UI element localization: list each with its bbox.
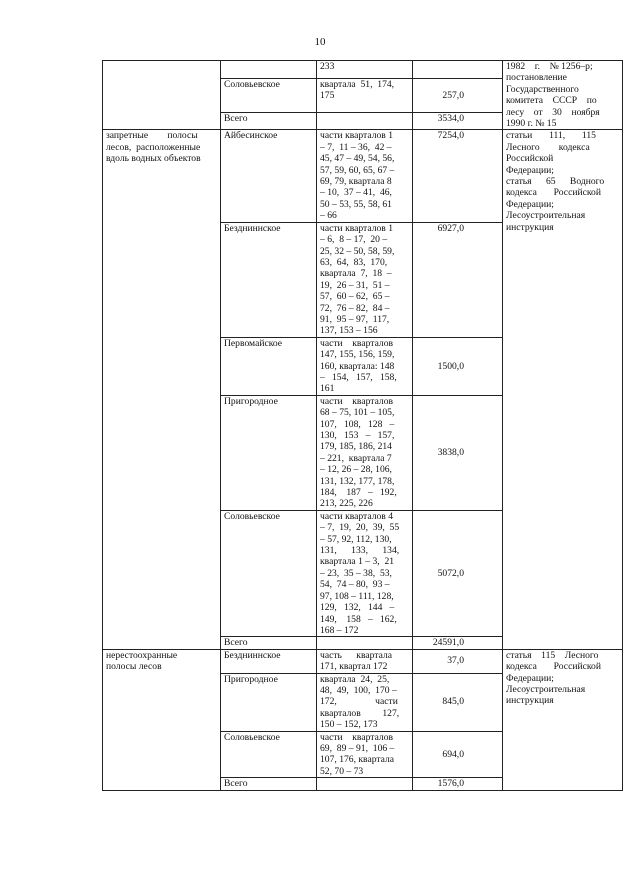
total-area-cell: 1576,0 bbox=[413, 778, 503, 790]
forest-protection-table bbox=[102, 60, 623, 791]
area-cell: 6927,0 bbox=[413, 222, 503, 337]
legal-basis-cell: статьи 111, 115 Лесного кодекса Российской Федерации; статья 65 Водного кодекса Российской Федерации; Лесоустроительная инструкция bbox=[503, 130, 623, 649]
area-cell: 257,0 bbox=[413, 78, 503, 112]
quarters-cell: части кварталов 68 – 75, 101 – 105, 107, 108, 128 – 130, 153 – 157, 179, 185, 186, 214 – 221, квартала 7 – 12, 26 – 28, 106, 131, 132, 177, 178, 184, 187 – 192, 213, 225, 226 bbox=[317, 395, 413, 510]
table-row bbox=[103, 130, 623, 222]
quarters-cell: квартала 51, 174, 175 bbox=[317, 78, 413, 112]
page-number: 10 bbox=[314, 36, 326, 48]
district-cell: Соловьевское bbox=[221, 731, 317, 778]
total-area-cell: 24591,0 bbox=[413, 637, 503, 649]
quarters-cell: части кварталов 4 – 7, 19, 20, 39, 55 – 57, 92, 112, 130, 131, 133, 134, квартала 1 – 3, 21 – 23, 35 – 38, 53, 54, 74 – 80, 93 – 97, 108 – 111, 128, 129, 132, 144 – 149, 158 – 162, 168 – 172 bbox=[317, 510, 413, 636]
district-cell: Первомайское bbox=[221, 337, 317, 395]
quarters-cell: часть квартала 171, квартал 172 bbox=[317, 649, 413, 673]
area-cell: 7254,0 bbox=[413, 130, 503, 222]
area-cell: 845,0 bbox=[413, 673, 503, 731]
legal-basis-cell: 1982 г. № 1256–р; постановление Государственного комитета СССР по лесу от 30 ноября 1990 г. № 15 bbox=[503, 61, 623, 130]
quarters-cell: части кварталов 1 – 6, 8 – 17, 20 – 25, 32 – 50, 58, 59, 63, 64, 83, 170, квартала 7, 18 – 19, 26 – 31, 51 – 57, 60 – 62, 65 – 72, 76 – 82, 84 – 91, 95 – 97, 117, 137, 153 – 156 bbox=[317, 222, 413, 337]
quarters-cell bbox=[317, 778, 413, 790]
district-cell bbox=[221, 61, 317, 79]
area-cell: 37,0 bbox=[413, 649, 503, 673]
category-cell: нерестоохранные полосы лесов bbox=[103, 649, 221, 790]
quarters-cell: части кварталов 1 – 7, 11 – 36, 42 – 45, 47 – 49, 54, 56, 57, 59, 60, 65, 67 – 69, 79, квартала 8 – 10, 37 – 41, 46, 50 – 53, 55, 58, 61 – 66 bbox=[317, 130, 413, 222]
area-cell: 5072,0 bbox=[413, 510, 503, 636]
total-area-cell: 3534,0 bbox=[413, 112, 503, 130]
total-label-cell: Всего bbox=[221, 778, 317, 790]
quarters-cell: части кварталов 69, 89 – 91, 106 – 107, 176, квартала 52, 70 – 73 bbox=[317, 731, 413, 778]
legal-basis-cell: статья 115 Лесного кодекса Российской Федерации; Лесоустроительная инструкция bbox=[503, 649, 623, 790]
quarters-cell bbox=[317, 637, 413, 649]
area-cell bbox=[413, 61, 503, 79]
category-cell: запретные полосы лесов, расположенные вдоль водных объектов bbox=[103, 130, 221, 649]
area-cell: 3838,0 bbox=[413, 395, 503, 510]
quarters-cell: 233 bbox=[317, 61, 413, 79]
area-cell: 694,0 bbox=[413, 731, 503, 778]
district-cell: Бездниннское bbox=[221, 222, 317, 337]
total-label-cell: Всего bbox=[221, 637, 317, 649]
category-cell bbox=[103, 61, 221, 130]
quarters-cell bbox=[317, 112, 413, 130]
table-row bbox=[103, 649, 623, 673]
district-cell: Пригородное bbox=[221, 673, 317, 731]
area-cell: 1500,0 bbox=[413, 337, 503, 395]
table-row bbox=[103, 61, 623, 79]
district-cell: Пригородное bbox=[221, 395, 317, 510]
district-cell: Соловьевское bbox=[221, 510, 317, 636]
district-cell: Соловьевское bbox=[221, 78, 317, 112]
district-cell: Бездниннское bbox=[221, 649, 317, 673]
quarters-cell: квартала 24, 25, 48, 49, 100, 170 – 172, части кварталов 127, 150 – 152, 173 bbox=[317, 673, 413, 731]
total-label-cell: Всего bbox=[221, 112, 317, 130]
quarters-cell: части кварталов 147, 155, 156, 159, 160, квартала: 148 – 154, 157, 158, 161 bbox=[317, 337, 413, 395]
district-cell: Айбесинское bbox=[221, 130, 317, 222]
